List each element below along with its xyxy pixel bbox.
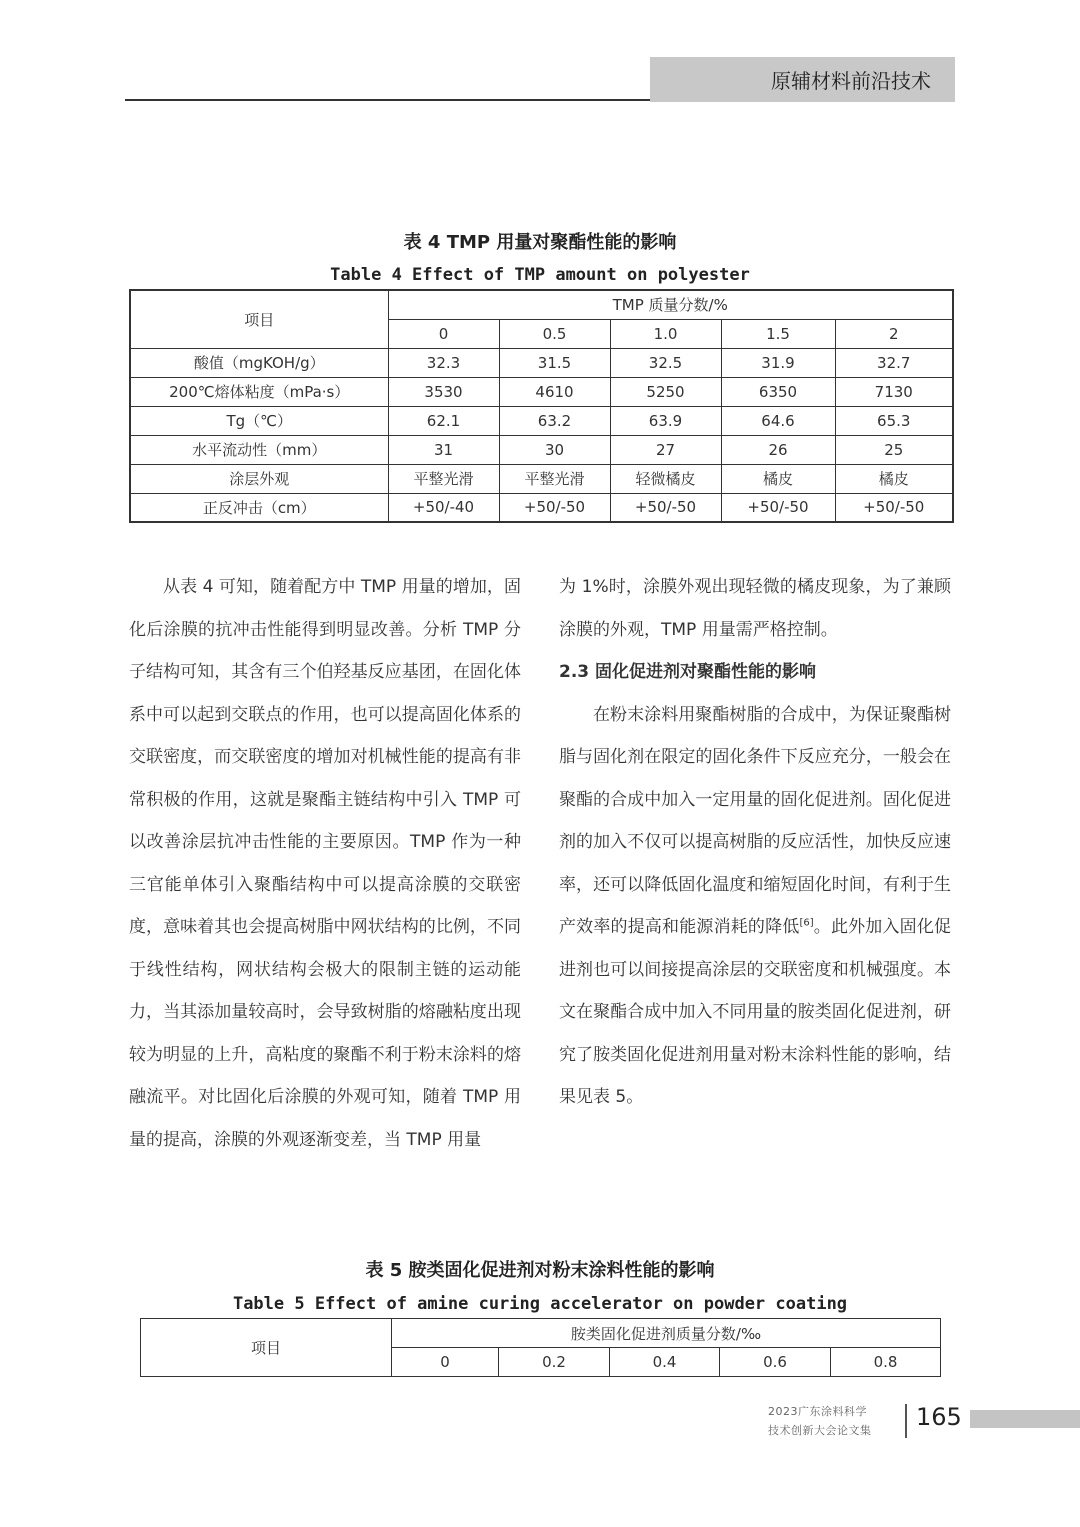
table-row [130,435,953,464]
table-cell: 31 [388,435,499,464]
table-cell: 3530 [388,377,499,406]
table-cell: 橘皮 [835,464,953,493]
table4-group-header: TMP 质量分数/% [388,290,953,319]
table-cell: 65.3 [835,406,953,435]
table-cell: 26 [721,435,835,464]
table-cell: 31.9 [721,348,835,377]
row-label: 涂层外观 [130,464,388,493]
row-label: Tg（℃） [130,406,388,435]
table4-col-header: 0 [388,319,499,348]
table4-col-header: 0.5 [499,319,610,348]
table-cell: 32.7 [835,348,953,377]
page-number: 165 [916,1403,962,1431]
table-cell: +50/-50 [499,493,610,522]
body-paragraph: 从表 4 可知，随着配方中 TMP 用量的增加，固化后涂膜的抗冲击性能得到明显改善。分析 TMP 分子结构可知，其含有三个伯羟基反应基团，在固化体系中可以起到交联点的作用，也可以提高固化体系的交联密度，而交联密度的增加对机械性能的提高有非常积极的作用，这就是聚酯主链结构中引入 TMP 可以改善涂层抗冲击性能的主要原因。TMP 作为一种三官能单体引入聚酯结构中可以提高涂膜的交联密度，意味着其也会提高树脂中网状结构的比例，不同于线性结构，网状结构会极大的限制主链的运动能力，当其添加量较高时，会导致树脂的熔融粘度出现较为明显的上升，高粘度的聚酯不利于粉末涂料的熔融流平。对比固化后涂膜的外观可知，随着 TMP 用量的提高，涂膜的外观逐渐变差，当 TMP 用量 [129,577,521,1150]
journal-name-line2: 技术创新大会论文集 [768,1424,872,1437]
row-label: 酸值（mgKOH/g） [130,348,388,377]
table-cell: 平整光滑 [499,464,610,493]
table-cell: 64.6 [721,406,835,435]
table4-col-header: 1.0 [610,319,721,348]
body-paragraph [559,694,951,1119]
table5-col-header: 0.4 [610,1348,720,1377]
table-cell: 32.5 [610,348,721,377]
table-row [130,493,953,522]
table-cell: 31.5 [499,348,610,377]
table5-col-header: 0.8 [831,1348,941,1377]
table5-item-header: 项目 [141,1319,392,1377]
table4-header-row [130,290,953,319]
row-label: 正反冲击（cm） [130,493,388,522]
section-header-title: 原辅材料前沿技术 [771,69,931,93]
header-rule [125,99,650,101]
table4-col-header: 1.5 [721,319,835,348]
table-row [130,464,953,493]
row-label: 200℃熔体粘度（mPa·s） [130,377,388,406]
table4 [129,289,954,523]
table5-header-row [141,1319,941,1348]
table-row [130,348,953,377]
table5-col-header: 0 [392,1348,499,1377]
table-row [130,406,953,435]
table-cell: 5250 [610,377,721,406]
table5-col-header: 0.6 [720,1348,831,1377]
left-text-column [129,566,521,1161]
table-cell: 63.2 [499,406,610,435]
paragraph-text: 在粉末涂料用聚酯树脂的合成中，为保证聚酯树脂与固化剂在限定的固化条件下反应充分，一般会在聚酯的合成中加入一定用量的固化促进剂。固化促进剂的加入不仅可以提高树脂的反应活性，加快反应速率，还可以降低固化温度和缩短固化时间，有利于生产效率的提高和能源消耗的降低 [559,704,951,937]
table5-col-header: 0.2 [499,1348,610,1377]
table-cell: +50/-50 [835,493,953,522]
journal-name-line1: 2023广东涂料科学 [768,1405,867,1418]
table-cell: 25 [835,435,953,464]
table-cell: 63.9 [610,406,721,435]
body-paragraph-continuation: 为 1%时，涂膜外观出现轻微的橘皮现象，为了兼顾涂膜的外观，TMP 用量需严格控制。 [559,577,951,640]
table-row [130,377,953,406]
table-cell: 62.1 [388,406,499,435]
table4-caption-zh: 表 4 TMP 用量对聚酯性能的影响 [403,232,677,253]
table-cell: 轻微橘皮 [610,464,721,493]
citation-ref: [6] [799,917,814,929]
table-cell: 橘皮 [721,464,835,493]
footer-gray-bar [970,1410,1080,1428]
table5-group-header: 胺类固化促进剂质量分数/‰ [392,1319,941,1348]
table-cell: +50/-50 [721,493,835,522]
table5-caption-zh: 表 5 胺类固化促进剂对粉末涂料性能的影响 [365,1260,715,1281]
table-cell: 27 [610,435,721,464]
table5-caption-en: Table 5 Effect of amine curing accelerator on powder coating [232,1294,848,1314]
table4-caption-en: Table 4 Effect of TMP amount on polyester [330,265,750,285]
table-cell: 32.3 [388,348,499,377]
table-cell: 7130 [835,377,953,406]
table4-item-header: 项目 [130,290,388,348]
table-cell: 4610 [499,377,610,406]
table-cell: +50/-50 [610,493,721,522]
footer-divider [905,1404,907,1438]
table-cell: 6350 [721,377,835,406]
table-cell: +50/-40 [388,493,499,522]
table-cell: 30 [499,435,610,464]
section-header-box [650,57,955,102]
table5 [140,1318,941,1377]
right-text-column [559,566,951,1119]
table4-col-header: 2 [835,319,953,348]
row-label: 水平流动性（mm） [130,435,388,464]
journal-name [768,1402,903,1440]
section-heading: 2.3 固化促进剂对聚酯性能的影响 [559,662,817,682]
table-cell: 平整光滑 [388,464,499,493]
paragraph-text: 。此外加入固化促进剂也可以间接提高涂层的交联密度和机械强度。本文在聚酯合成中加入不同用量的胺类固化促进剂，研究了胺类固化促进剂用量对粉末涂料性能的影响，结果见表 5。 [559,917,952,1107]
